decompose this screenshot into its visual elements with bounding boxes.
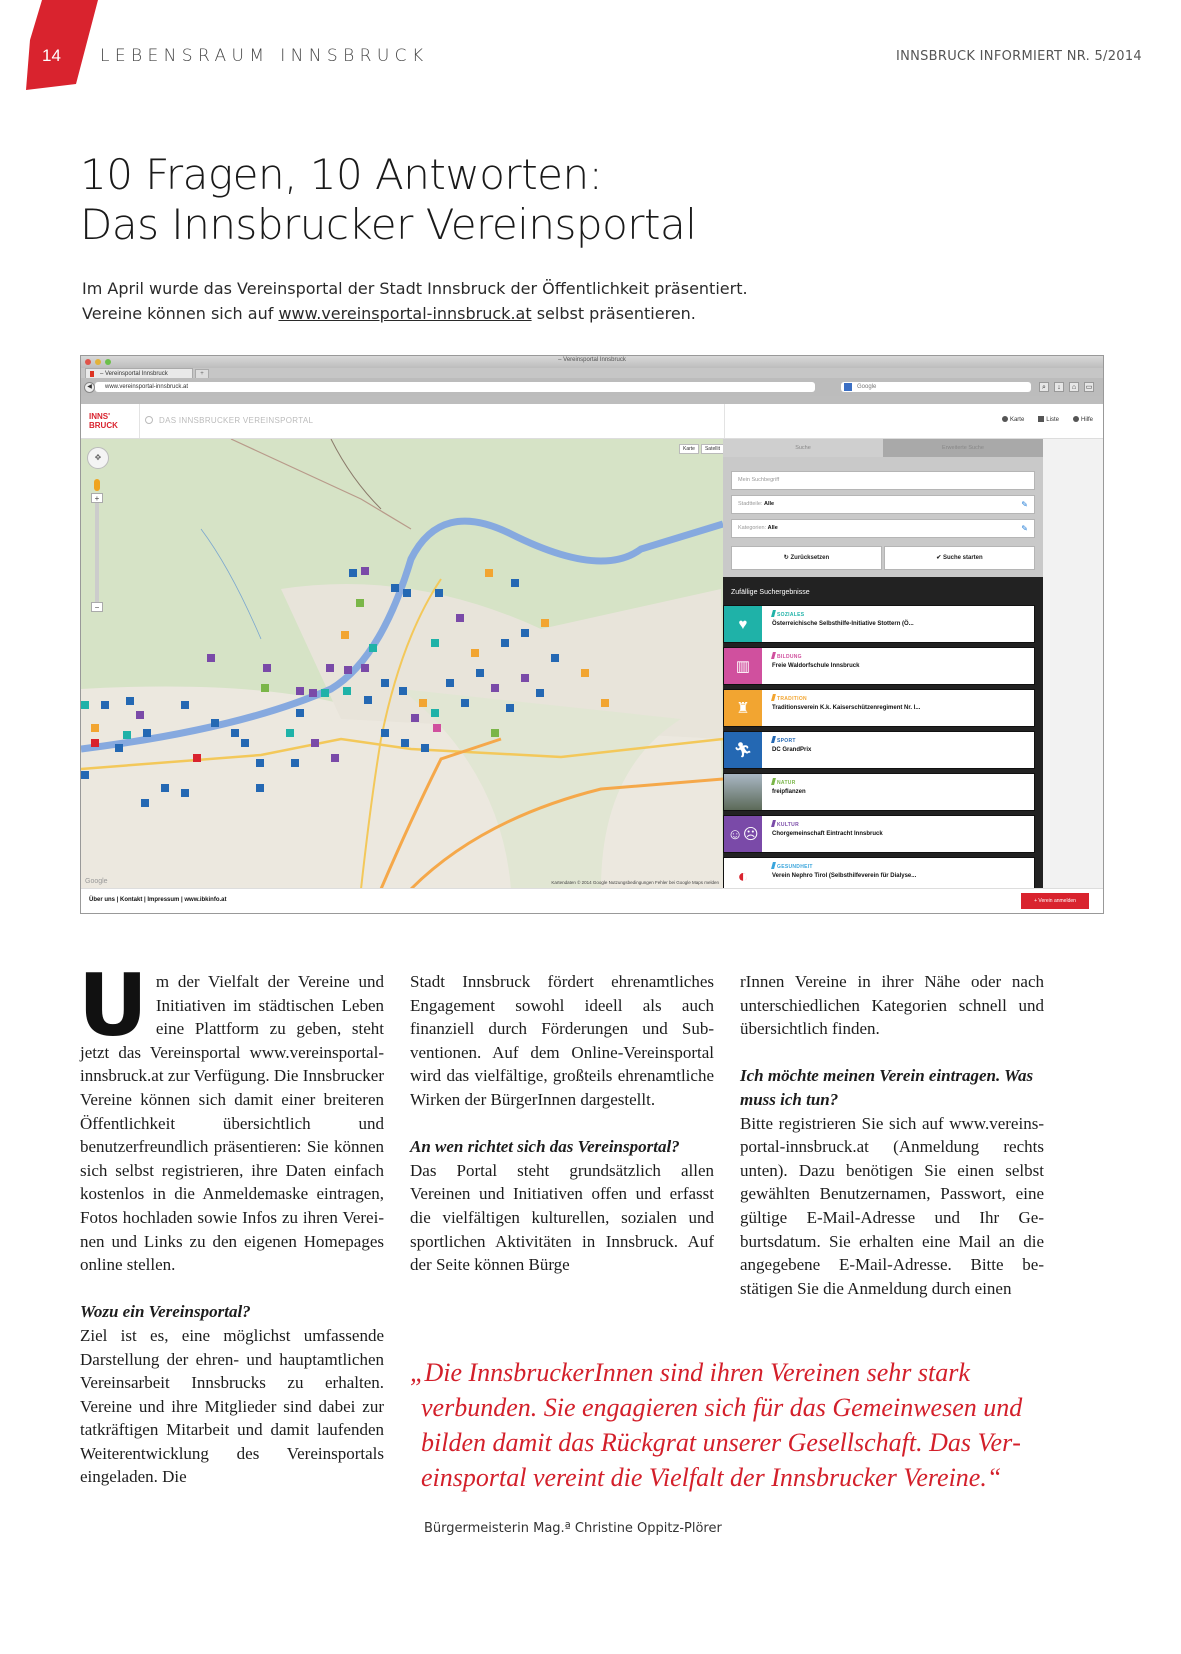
question-heading: An wen richtet sich das Vereinsportal? [410,1137,680,1157]
result-item[interactable] [723,731,1035,769]
map-graphic [81,439,723,889]
innsbruck-logo[interactable]: INNS' BRUCK [89,412,118,430]
result-item[interactable] [723,689,1035,727]
result-name: Traditionsverein K.k. Kaiserschützenregiment Nr. I... [772,705,921,711]
download-icon[interactable]: ↓ [1054,382,1064,392]
google-logo: Google [85,878,108,885]
search-sidebar [723,439,1043,889]
toolbar-icons [1039,382,1094,392]
favicon-icon [90,371,94,377]
tab-advanced-search[interactable]: Erweiterte Suche [883,439,1043,457]
search-engine-box[interactable] [841,382,1031,392]
search-placeholder: Google [857,384,877,390]
map-view[interactable] [81,439,723,889]
portal-header [81,404,1103,439]
result-category: KULTUR [772,820,799,828]
zoom-out-button[interactable]: − [91,602,103,612]
page-corner-tab [26,0,102,92]
random-results [723,577,1043,889]
result-name: DC GrandPrix [772,747,812,753]
question-heading: Ich möchte meinen Verein eintragen. Was muss ich tun? [740,1066,1034,1109]
column-2 [410,970,714,1277]
divider [139,404,140,438]
portal-nav [1002,416,1093,423]
result-category: NATUR [772,778,796,786]
district-label: Stadtteile: [738,501,763,507]
google-icon [844,383,852,391]
nav-list[interactable]: Liste [1038,416,1059,423]
answer-paragraph: Bitte registrieren Sie sich auf www.vereinsportal-innsbruck.at (Anmeldung rechts unten). Dazu benötigen Sie einen selbst gewählten Benutzernamen, Passwort, eine gültige E-Mail-Adresse und Ihr Geburtsdatum. Sie erhalten eine Mail an die angegebene E-Mail-Adresse. Bitte bestätigen Sie die Anmeldung durch einen [740,1113,1044,1298]
pencil-icon[interactable]: ✎ [1021,524,1028,533]
drop-cap: U [78,956,148,1056]
result-name: Freie Waldorfschule Innsbruck [772,663,860,669]
book-icon: ▥ [724,648,762,684]
portal-link[interactable]: www.vereinsportal-innsbruck.at [278,304,532,323]
window-title: – Vereinsportal Innsbruck [558,357,626,363]
lead-line-1: Im April wurde das Vereinsportal der Stadt Innsbruck der Öffentlichkeit präsentiert. [82,279,748,298]
footer-links[interactable]: Über uns | Kontakt | Impressum | www.ibkinfo.at [89,897,227,903]
back-button[interactable]: ◀ [84,382,95,393]
portal-link[interactable]: www.vereinsportal-innsbruck.at [740,1113,1044,1157]
answer-paragraph: Ziel ist es, eine möglichst umfassende Darstellung der ehren- und hauptamtlichen Vereinsarbeit Innsbrucks zu erhalten. Vereine und ihre Mitglieder sind dabei zur tatkräftigen Mitarbeit und damit laufenden Weiterentwicklung des Vereinsportals eingeladen. Die [80,1325,384,1487]
lead-text: Vereine können sich auf [82,304,279,323]
portal-search[interactable] [145,416,313,425]
answer-paragraph: Das Portal steht grundsätzlich allen Vereinen und Initiativen offen und erfasst die vielfältigen kulturellen, sozialen und sportlichen Aktivitäten in Innsbruck. Auf der Seite können Bürge [410,1160,714,1275]
search-term-input[interactable]: Mein Suchbegriff [731,471,1035,490]
browser-titlebar [81,356,1103,368]
browser-toolbar [81,378,1103,396]
list-icon [1038,416,1044,422]
map-type-map[interactable]: Karte [679,444,699,454]
browser-tabbar [81,368,1103,378]
tab-search[interactable]: Suche [723,439,883,457]
register-club-button[interactable]: + Verein anmelden [1021,893,1089,909]
results-title: Zufällige Suchergebnisse [731,589,810,596]
home-icon[interactable]: ⌂ [1069,382,1079,392]
section-title: LEBENSRAUM INNSBRUCK [100,46,429,66]
refresh-icon: ↻ [783,555,791,561]
start-search-button[interactable]: ✔ Suche starten [884,546,1035,570]
check-icon: ✔ [936,555,943,561]
result-name: Chorgemeinschaft Eintracht Innsbruck [772,831,883,837]
result-category: GESUNDHEIT [772,862,813,870]
result-item[interactable] [723,773,1035,811]
result-name: freipflanzen [772,789,806,795]
reset-button[interactable]: ↻ Zurücksetzen [731,546,882,570]
headline-line-2: Das Innsbrucker Vereinsportal [80,200,697,249]
result-category: TRADITION [772,694,807,702]
category-value: Alle [767,525,778,531]
result-category: SPORT [772,736,796,744]
body-paragraph: rInnen Vereine in ihrer Nähe oder nach unterschiedlichen Kategorien schnell und übersichtlich finden. [740,972,1044,1039]
body-paragraph: Stadt Innsbruck fördert ehrenamtliches Engagement sowohl ideell als auch finanziell durch Förderungen und Subventionen. Auf dem Online-Vereinsportal wird das vielfältige, großteils ehrenamtliche Wirken der BürgerInnen dargestellt. [410,972,714,1109]
portal-link[interactable]: www.vereinsportal-innsbruck.at [80,1042,384,1086]
heart-icon: ♥ [724,606,762,642]
pencil-icon[interactable]: ✎ [1021,500,1028,509]
article-headline [80,150,696,250]
district-filter[interactable] [731,495,1035,514]
map-type-switch [679,444,723,454]
headline-line-1: 10 Fragen, 10 Antworten: [80,150,603,199]
article-lead [82,276,748,326]
pull-quote: „Die InnsbruckerInnen sind ihren Vereinen sehr stark verbunden. Sie engagieren sich für das Gemeinwesen und bilden damit das Rückgrat unserer Gesellschaft. Das Vereinsportal vereint die Vielfalt der Innsbrucker Vereine.“ [410,1358,1023,1492]
intro-paragraph: Um der Vielfalt der Vereine und Initiativen im städtischen Leben eine Plattform zu geben, steht jetzt das Vereinsportal www.vereinsportal-innsbruck.at zur Verfügung. Die Innsbrucker Vereine können sich damit einer breiteren Öffentlichkeit übersichtlich und benutzerfreundlich präsentieren: Sie können sich selbst registrieren, ihre Daten einfach kostenlos in die Anmeldemaske eintragen, Fotos hochladen sowie Infos zu ihren Vereinen und Links zu den eigenen Homepages online stellen. [78,956,384,1275]
pan-control-icon[interactable]: ✥ [87,447,109,469]
search-icon[interactable]: ⌕ [1039,382,1049,392]
quote-author: Bürgermeisterin Mag.ª Christine Oppitz-Plörer [424,1521,722,1536]
category-label: Kategorien: [738,525,767,531]
portal-search-placeholder: DAS INNSBRUCKER VEREINSPORTAL [159,416,314,425]
street-view-pegman-icon[interactable] [94,479,100,491]
divider [724,404,725,438]
theater-masks-icon: ☺☹ [724,816,762,852]
lead-text: selbst präsentieren. [531,304,696,323]
issue-label: INNSBRUCK INFORMIERT NR. 5/2014 [895,49,1142,64]
tradition-icon: ♜ [724,690,762,726]
tab-label: – Vereinsportal Innsbruck [100,371,168,377]
result-item[interactable] [723,815,1035,853]
zoom-slider[interactable] [95,497,99,607]
zoom-in-button[interactable]: + [91,493,103,503]
help-icon [1073,416,1079,422]
bookmarks-bar [81,396,1103,404]
photo-icon [724,774,762,810]
new-tab-button[interactable]: + [195,369,209,379]
map-type-satellite[interactable]: Satellit [701,444,723,454]
portal-screenshot [80,355,1104,914]
portal-body [81,439,1103,889]
search-actions [731,546,1035,570]
result-item[interactable] [723,647,1035,685]
column-1 [78,956,384,1489]
search-tabs [723,439,1043,457]
map-pin-icon [1002,416,1008,422]
result-name: Österreichische Selbsthilfe-Initiative Stottern (Ö... [772,621,914,627]
category-filter[interactable] [731,519,1035,538]
runner-icon: 🏃︎ [724,732,762,768]
screen-icon[interactable]: ▭ [1085,384,1093,391]
page-number: 14 [42,46,61,65]
search-icon [145,416,153,424]
result-name: Verein Nephro Tirol (Selbsthilfeverein für Dialyse... [772,873,917,879]
address-bar[interactable]: www.vereinsportal-innsbruck.at [95,382,815,392]
emblem-icon: ◐ [724,858,762,894]
column-3 [740,970,1044,1300]
browser-tab[interactable] [85,368,193,378]
district-value: Alle [764,501,775,507]
result-category: SOZIALES [772,610,804,618]
nav-map[interactable]: Karte [1002,416,1024,423]
nav-help[interactable]: Hilfe [1073,416,1093,423]
portal-footer [81,888,1103,913]
result-item[interactable] [723,605,1035,643]
question-heading: Wozu ein Vereinsportal? [80,1302,251,1322]
map-attribution[interactable]: Kartendaten © 2014 Google Nutzungsbedingungen Fehler bei Google Maps melden [551,880,719,885]
result-category: BILDUNG [772,652,802,660]
